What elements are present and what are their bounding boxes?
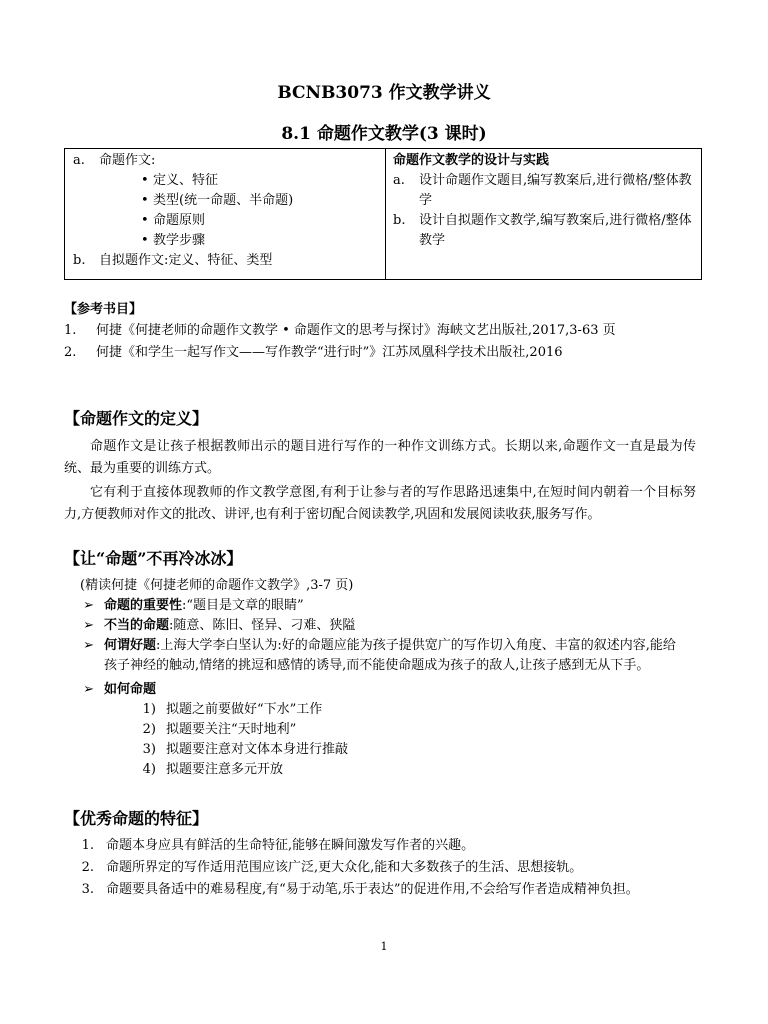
references-heading: 【参考书目】 [64,302,143,317]
item-text: :随意、陈旧、怪异、刁难、狭隘 [169,618,356,633]
features-heading: 【优秀命题的特征】 [64,809,209,828]
sub-number: 4) [142,762,156,777]
sub-number: 3) [142,742,156,757]
sub-number: 1) [142,702,156,717]
sub-item [64,760,704,780]
sub-item [64,720,704,740]
item-text: 设计命题作文题目,编写教案后,进行微格/整体教学 [419,173,692,208]
sub-item [64,700,704,720]
reading-note: (精读何捷《何捷老师的命题作文教学》,3-7 页) [80,578,354,593]
sub-item [64,740,704,760]
reference-item [64,343,704,363]
paragraph: 它有利于直接体现教师的作文教学意图,有利于让参与者的写作思路迅速集中,在短时间内朝着一个目标努力,方便教师对作文的批改、讲评,也有利于密切配合阅读教学,巩固和发展阅读收获,服务写作。 [64,485,696,522]
table-right-cell [393,151,693,251]
item-bold: 命题的重要性 [104,598,183,613]
notcold-body [64,576,704,780]
paragraph: 命题作文是让孩子根据教师出示的题目进行写作的一种作文训练方式。长期以来,命题作文一直是最为传统、最为重要的训练方式。 [64,439,696,476]
sub-number: 2) [142,722,156,737]
sub-text: 拟题要注意多元开放 [166,762,284,777]
item-label: b. [73,253,86,268]
arrow-bullet-icon: ➢ [83,618,94,633]
references-list [64,321,704,363]
reference-item [64,321,704,341]
feature-text: 命题所界定的写作适用范围应该广泛,更大众化,能和大多数孩子的生活、思想接轨。 [106,860,583,875]
reference-text: 何捷《和学生一起写作文——写作教学“进行时”》江苏凤凰科学技术出版社,2016 [96,345,563,360]
item-text: 设计自拟题作文教学,编写教案后,进行微格/整体教学 [419,213,692,248]
bullet-item: • 命题原则 [73,211,378,231]
sub-text: 拟题要关注“天时地利” [166,722,297,737]
item-label: a. [393,173,405,188]
bullet-item: • 类型(统一命题、半命题) [73,191,378,211]
item-bold: 何谓好题 [104,638,157,653]
list-item [64,596,704,616]
item-bold: 如何命题 [104,682,157,697]
definition-heading: 【命题作文的定义】 [64,409,209,428]
feature-text: 命题本身应具有鲜活的生命特征,能够在瞬间激发写作者的兴趣。 [106,838,475,853]
list-item [64,680,704,700]
feature-text: 命题要具备适中的难易程度,有“易于动笔,乐于表达”的促进作用,不会给写作者造成精神负担。 [106,882,639,897]
document-title: BCNB3073 作文教学讲义 [277,83,491,103]
reference-number: 1. [64,323,77,338]
notcold-heading: 【让“命题”不再冷冰冰】 [64,549,243,568]
table-right-heading: 命题作文教学的设计与实践 [393,153,550,168]
document-subtitle: 8.1 命题作文教学(3 课时) [281,124,487,144]
table-divider [385,149,386,279]
reference-text: 何捷《何捷老师的命题作文教学 • 命题作文的思考与探讨》海峡文艺出版社,2017,3-63 页 [96,323,616,338]
features-list [62,836,704,902]
arrow-bullet-icon: ➢ [83,638,94,653]
bullet-item: • 定义、特征 [73,171,378,191]
definition-body [64,436,696,528]
arrow-bullet-icon: ➢ [83,598,94,613]
item-bold: 不当的命题 [104,618,170,633]
item-label: b. [393,213,406,228]
table-left-cell [73,151,378,271]
arrow-bullet-icon: ➢ [83,682,94,697]
item-text: 自拟题作文:定义、特征、类型 [99,253,273,268]
page-number: 1 [380,940,388,953]
bullet-item: • 教学步骤 [73,231,378,251]
item-text: 命题作文: [99,153,156,168]
reference-number: 2. [64,345,77,360]
sub-text: 拟题要注意对文体本身进行推敲 [166,742,349,757]
sub-text: 拟题之前要做好“下水”工作 [166,702,323,717]
feature-number: 1. [81,838,94,853]
item-text: :“题目是文章的眼睛” [182,598,304,613]
feature-item [62,836,704,856]
item-text: :上海大学李白坚认为:好的命题应能为孩子提供宽广的写作切入角度、丰富的叙述内容,能给孩子神经的触动,情绪的挑逗和感情的诱导,而不能使命题成为孩子的敌人,让孩子感到无从下手。 [104,638,676,673]
feature-number: 3. [81,882,94,897]
list-item [64,636,676,676]
item-label: a. [73,153,85,168]
feature-item [62,880,662,900]
feature-item [62,858,704,878]
list-item [64,616,704,636]
feature-number: 2. [81,860,94,875]
summary-table [64,148,702,280]
